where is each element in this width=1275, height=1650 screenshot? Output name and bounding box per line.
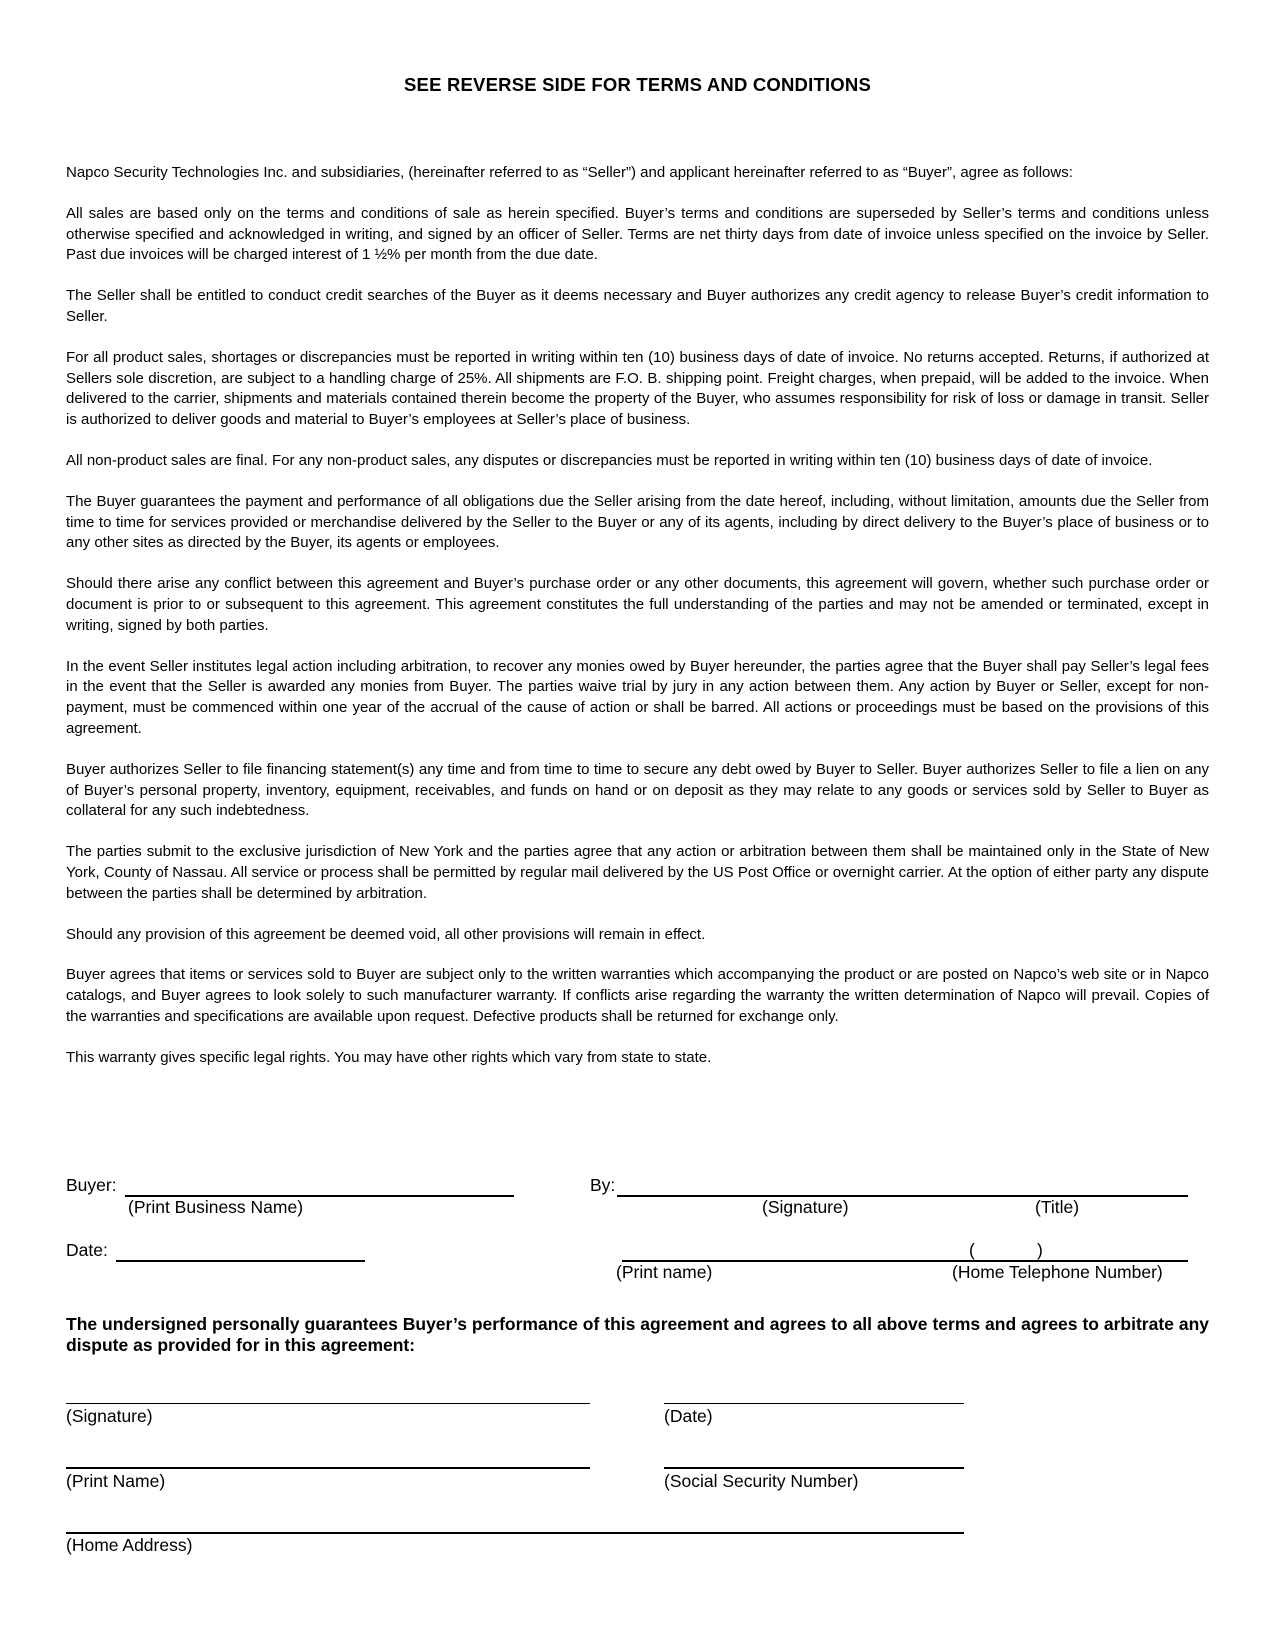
print-name-caption: (Print name) [616,1262,713,1282]
guarantor-date-field[interactable] [664,1403,964,1404]
guarantor-signature-caption: (Signature) [66,1406,153,1426]
guarantor-home-address-field[interactable] [66,1532,964,1534]
buyer-name-caption: (Print Business Name) [128,1197,304,1217]
guarantor-ssn-caption: (Social Security Number) [664,1471,859,1491]
terms-paragraph: The Seller shall be entitled to conduct credit searches of the Buyer as it deems necessary and Buyer authorizes any credit agency to release Buyer’s credit information to Seller. [66,287,1209,325]
terms-paragraph: Napco Security Technologies Inc. and subsidiaries, (hereinafter referred to as “Seller”) and applicant hereinafter referred to as “Buyer”, agree as follows: [66,164,1073,181]
terms-paragraph: Should any provision of this agreement be deemed void, all other provisions will remain in effect. [66,925,706,943]
guarantee-statement: The undersigned personally guarantees Buyer’s performance of this agreement and agrees to all above terms and agrees to arbitrate any dispute as provided for in this agreement: [66,1314,1209,1355]
area-code-open-paren: ( [969,1240,975,1260]
signature-caption: (Signature) [762,1197,849,1217]
terms-paragraph: All sales are based only on the terms and conditions of sale as herein specified. Buyer’s terms and conditions are superseded by Seller’s terms and conditions unless otherwise specified and acknowledged in writing, and signed by an officer of Seller. Terms are net thirty days from date of invoice unless specified on the invoice by Seller. Past due invoices will be charged interest of 1 ½% per month from the due date. [66,204,1209,264]
terms-paragraph: Buyer authorizes Seller to file financing statement(s) any time and from time to time to secure any debt owed by Buyer to Seller. Buyer authorizes Seller to file a lien on any of Buyer’s personal property, inventory, equipment, receivables, and funds on hand or on deposit as they may relate to any goods or services sold by Seller to Buyer as collateral for any such indebtedness. [66,760,1209,820]
buyer-label: Buyer: [66,1175,117,1195]
page-title: SEE REVERSE SIDE FOR TERMS AND CONDITIONS [404,74,871,95]
area-code-close-paren: ) [1037,1240,1043,1260]
terms-paragraph: Should there arise any conflict between this agreement and Buyer’s purchase order or any other documents, this agreement will govern, whether such purchase order or document is prior to or subsequent to this agreement. This agreement constitutes the full understanding of the parties and may not be amended or terminated, except in writing, signed by both parties. [66,575,1209,634]
guarantor-print-name-field[interactable] [66,1467,590,1469]
guarantor-home-address-caption: (Home Address) [66,1535,193,1555]
date-label: Date: [66,1240,108,1260]
date-field[interactable] [116,1260,365,1262]
terms-paragraph: Buyer agrees that items or services sold to Buyer are subject only to the written warranties which accompanying the product or are posted on Napco’s web site or in Napco catalogs, and Buyer agrees to look solely to such manufacturer warranty. If conflicts arise regarding the warranty the written determination of Napco will prevail. Copies of the warranties and specifications are available upon request. Defective products shall be returned for exchange only. [66,966,1209,1025]
terms-paragraph: In the event Seller institutes legal action including arbitration, to recover any monies owed by Buyer hereunder, the parties agree that the Buyer shall pay Seller’s legal fees in the event that the Seller is awarded any monies from Buyer. The parties waive trial by jury in any action between them. Any action by Buyer or Seller, except for non-payment, must be commenced within one year of the accrual of the cause of action or shall be barred. All actions or proceedings must be based on the provisions of this agreement. [66,657,1209,737]
signature-title-field[interactable] [617,1195,1188,1197]
home-phone-caption: (Home Telephone Number) [952,1262,1163,1282]
guarantor-print-name-caption: (Print Name) [66,1471,166,1491]
terms-paragraph: This warranty gives specific legal rights. You may have other rights which vary from state to state. [66,1048,712,1066]
terms-paragraph: The parties submit to the exclusive jurisdiction of New York and the parties agree that any action or arbitration between them shall be maintained only in the State of New York, County of Nassau. All service or process shall be permitted by regular mail delivered by the US Post Office or overnight carrier. At the option of either party any dispute between the parties shall be determined by arbitration. [66,843,1209,902]
terms-paragraph: The Buyer guarantees the payment and performance of all obligations due the Seller arising from the date hereof, including, without limitation, amounts due the Seller from time to time for services provided or merchandise delivered by the Seller to the Buyer or any of its agents, including by direct delivery to the Buyer’s place of business or to any other sites as directed by the Buyer, its agents or employees. [66,492,1209,552]
terms-body [66,163,1209,1089]
guarantor-signature-field[interactable] [66,1403,590,1404]
by-label: By: [590,1175,616,1195]
title-caption: (Title) [1035,1197,1080,1217]
terms-paragraph: For all product sales, shortages or discrepancies must be reported in writing within ten (10) business days of date of invoice. No returns accepted. Returns, if authorized at Sellers sole discretion, are subject to a handling charge of 25%. All shipments are F.O. B. shipping point. Freight charges, when prepaid, will be added to the invoice. When delivered to the carrier, shipments and materials contained therein become the property of the Buyer, who assumes responsibility for risk of loss or damage in transit. Seller is authorized to deliver goods and material to Buyer’s employees at Seller’s place of business. [66,348,1209,429]
guarantor-date-caption: (Date) [664,1406,713,1426]
guarantor-ssn-field[interactable] [664,1467,964,1469]
terms-paragraph: All non-product sales are final. For any non-product sales, any disputes or discrepancies must be reported in writing within ten (10) business days of date of invoice. [66,451,1153,469]
